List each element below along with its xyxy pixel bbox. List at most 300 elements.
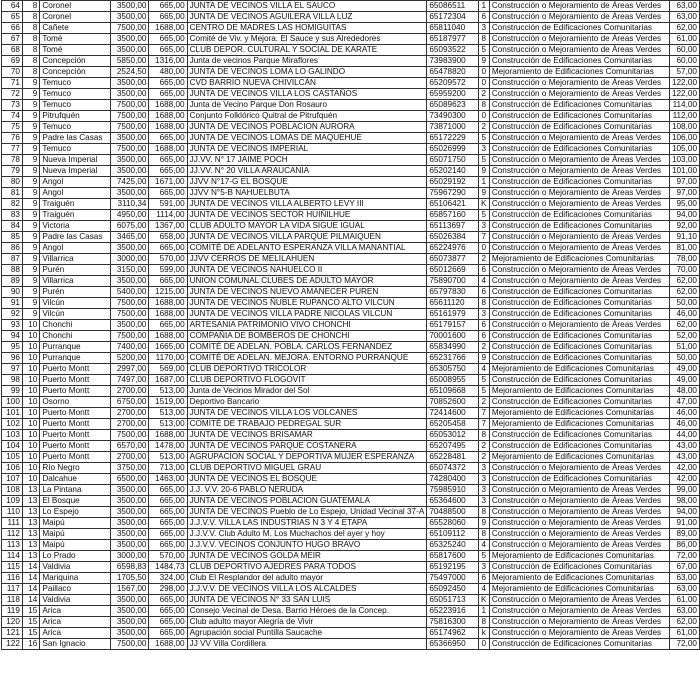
rut-check-digit-cell: 9	[478, 353, 489, 364]
amount-cell: 2700,00	[110, 408, 149, 419]
table-row	[2, 562, 700, 573]
score-cell: 122,00	[669, 89, 699, 100]
rut-cell: 65026999	[427, 144, 478, 155]
region-number-cell: 10	[22, 463, 39, 474]
region-number-cell: 16	[22, 639, 39, 650]
region-number-cell: 8	[22, 1, 39, 12]
score-cell: 103,00	[669, 155, 699, 166]
row-number-cell: 93	[2, 320, 23, 331]
row-number-cell: 119	[2, 606, 23, 617]
rut-cell: 65364600	[427, 496, 478, 507]
counterpart-amount-cell: 665,00	[149, 320, 187, 331]
organization-name-cell: JJVV N°5-B NAHUELBUTA	[187, 188, 427, 199]
table-row	[2, 408, 700, 419]
project-type-cell: Construcción de Edificaciones Comunitarias	[489, 639, 669, 650]
rut-cell: 75497000	[427, 573, 478, 584]
rut-check-digit-cell: 5	[478, 155, 489, 166]
score-cell: 43,00	[669, 441, 699, 452]
region-number-cell: 10	[22, 364, 39, 375]
project-type-cell: Construcción o Mejoramiento de Áreas Verdes	[489, 78, 669, 89]
project-type-cell: Construcción o Mejoramiento de Áreas Verdes	[489, 188, 669, 199]
region-number-cell: 8	[22, 56, 39, 67]
amount-cell: 2997,00	[110, 364, 149, 375]
project-type-cell: Construcción de Edificaciones Comunitarias	[489, 111, 669, 122]
counterpart-amount-cell: 713,00	[149, 463, 187, 474]
organization-name-cell: JUNTA DE VECINOS EL BOSQUE	[187, 474, 427, 485]
row-number-cell: 70	[2, 67, 23, 78]
project-type-cell: Construcción de Edificaciones Comunitarias	[489, 375, 669, 386]
commune-cell: Puerto Montt	[40, 452, 111, 463]
score-cell: 63,00	[669, 1, 699, 12]
score-cell: 92,00	[669, 221, 699, 232]
counterpart-amount-cell: 1478,00	[149, 441, 187, 452]
rut-check-digit-cell: 4	[478, 276, 489, 287]
table-row	[2, 419, 700, 430]
row-number-cell: 108	[2, 485, 23, 496]
rut-check-digit-cell: 6	[478, 287, 489, 298]
rut-check-digit-cell: 0	[478, 67, 489, 78]
project-type-cell: Construcción de Edificaciones Comunitarias	[489, 309, 669, 320]
rut-cell: 65074372	[427, 463, 478, 474]
organization-name-cell: JUNTA DE VECINOS N° 33 SAN LUIS	[187, 595, 427, 606]
project-type-cell: Mejoramiento de Edificaciones Comunitarias	[489, 364, 669, 375]
organization-name-cell: COMITÉ DE ADELANTO ESPERANZA VILLA MANANTIAL	[187, 243, 427, 254]
row-number-cell: 120	[2, 617, 23, 628]
row-number-cell: 104	[2, 441, 23, 452]
table-row	[2, 100, 700, 111]
score-cell: 46,00	[669, 419, 699, 430]
rut-check-digit-cell: 1	[478, 606, 489, 617]
commune-cell: Maipú	[40, 518, 111, 529]
score-cell: 101,00	[669, 166, 699, 177]
counterpart-amount-cell: 324,00	[149, 573, 187, 584]
amount-cell: 3500,00	[110, 166, 149, 177]
row-number-cell: 111	[2, 518, 23, 529]
counterpart-amount-cell: 591,00	[149, 199, 187, 210]
project-type-cell: Mejoramiento de Edificaciones Comunitarias	[489, 408, 669, 419]
organization-name-cell: JUNTA DE VECINOS VILLA LOS VOLCANES	[187, 408, 427, 419]
row-number-cell: 114	[2, 551, 23, 562]
amount-cell: 7500,00	[110, 298, 149, 309]
counterpart-amount-cell: 513,00	[149, 419, 187, 430]
project-type-cell: Construcción o Mejoramiento de Áreas Verdes	[489, 133, 669, 144]
amount-cell: 3500,00	[110, 89, 149, 100]
counterpart-amount-cell: 1688,00	[149, 331, 187, 342]
organization-name-cell: JUNTA DE VECINOS VILLA PARQUE PILMAIQUEN	[187, 232, 427, 243]
commune-cell: Lo Espejo	[40, 507, 111, 518]
amount-cell: 2524,50	[110, 67, 149, 78]
region-number-cell: 14	[22, 573, 39, 584]
table-row	[2, 1, 700, 12]
amount-cell: 3500,00	[110, 320, 149, 331]
commune-cell: Villarrica	[40, 254, 111, 265]
row-number-cell: 84	[2, 221, 23, 232]
commune-cell: Temuco	[40, 78, 111, 89]
score-cell: 86,00	[669, 540, 699, 551]
project-type-cell: Construcción de Edificaciones Comunitarias	[489, 397, 669, 408]
rut-check-digit-cell: 9	[478, 188, 489, 199]
amount-cell: 2700,00	[110, 386, 149, 397]
project-type-cell: Construcción o Mejoramiento de Áreas Verdes	[489, 276, 669, 287]
region-number-cell: 9	[22, 122, 39, 133]
region-number-cell: 9	[22, 199, 39, 210]
counterpart-amount-cell: 1688,00	[149, 639, 187, 650]
rut-cell: 73983900	[427, 56, 478, 67]
table-row	[2, 287, 700, 298]
table-row	[2, 276, 700, 287]
organization-name-cell: Junta de Vecinos Mirador del Sol	[187, 386, 427, 397]
amount-cell: 6500,00	[110, 474, 149, 485]
table-row	[2, 452, 700, 463]
counterpart-amount-cell: 513,00	[149, 386, 187, 397]
score-cell: 97,00	[669, 188, 699, 199]
amount-cell: 4950,00	[110, 210, 149, 221]
commune-cell: Arica	[40, 617, 111, 628]
commune-cell: Paillaco	[40, 584, 111, 595]
rut-cell: 65192195	[427, 562, 478, 573]
rut-check-digit-cell: 8	[478, 100, 489, 111]
row-number-cell: 121	[2, 628, 23, 639]
commune-cell: Traiguén	[40, 210, 111, 221]
commune-cell: Puerto Montt	[40, 430, 111, 441]
rut-check-digit-cell: 5	[478, 210, 489, 221]
rut-check-digit-cell: 0	[478, 78, 489, 89]
commune-cell: Vilcún	[40, 298, 111, 309]
commune-cell: Angol	[40, 188, 111, 199]
commune-cell: Puerto Montt	[40, 419, 111, 430]
table-row	[2, 111, 700, 122]
organization-name-cell: CLUB DEPORTIVO AJEDRES PARA TODOS	[187, 562, 427, 573]
rut-cell: 65109112	[427, 529, 478, 540]
row-number-cell: 117	[2, 584, 23, 595]
score-cell: 89,00	[669, 529, 699, 540]
table-row	[2, 551, 700, 562]
counterpart-amount-cell: 298,00	[149, 584, 187, 595]
amount-cell: 3500,00	[110, 628, 149, 639]
project-type-cell: Construcción o Mejoramiento de Áreas Verdes	[489, 463, 669, 474]
commune-cell: Maipú	[40, 529, 111, 540]
amount-cell: 7500,00	[110, 144, 149, 155]
commune-cell: Temuco	[40, 89, 111, 100]
row-number-cell: 74	[2, 111, 23, 122]
project-type-cell: Construcción de Edificaciones Comunitarias	[489, 221, 669, 232]
score-cell: 62,00	[669, 287, 699, 298]
counterpart-amount-cell: 665,00	[149, 1, 187, 12]
counterpart-amount-cell: 1316,00	[149, 56, 187, 67]
rut-check-digit-cell: 3	[478, 485, 489, 496]
score-cell: 72,00	[669, 639, 699, 650]
amount-cell: 7500,00	[110, 111, 149, 122]
project-type-cell: Construcción de Edificaciones Comunitarias	[489, 331, 669, 342]
table-row	[2, 485, 700, 496]
region-number-cell: 13	[22, 485, 39, 496]
score-cell: 49,00	[669, 375, 699, 386]
amount-cell: 7425,00	[110, 177, 149, 188]
rut-check-digit-cell: 1	[478, 1, 489, 12]
score-cell: 78,00	[669, 254, 699, 265]
rut-cell: 65797830	[427, 287, 478, 298]
organization-name-cell: J.J. V.V. 20-6 PABLO NERUDA	[187, 485, 427, 496]
amount-cell: 3500,00	[110, 34, 149, 45]
row-number-cell: 112	[2, 529, 23, 540]
project-type-cell: Construcción de Edificaciones Comunitarias	[489, 287, 669, 298]
project-type-cell: Construcción o Mejoramiento de Áreas Verdes	[489, 628, 669, 639]
organization-name-cell: Consejo Vecinal de Desa. Barrio Héroes de la Concep.	[187, 606, 427, 617]
amount-cell: 3500,00	[110, 12, 149, 23]
project-type-cell: Construcción o Mejoramiento de Áreas Verdes	[489, 166, 669, 177]
rut-cell: 72414600	[427, 408, 478, 419]
amount-cell: 3500,00	[110, 496, 149, 507]
rut-check-digit-cell: 2	[478, 122, 489, 133]
table-row	[2, 309, 700, 320]
commune-cell: Purén	[40, 287, 111, 298]
rut-cell: 65026384	[427, 232, 478, 243]
commune-cell: Temuco	[40, 100, 111, 111]
counterpart-amount-cell: 480,00	[149, 67, 187, 78]
rut-cell: 65305750	[427, 364, 478, 375]
rut-cell: 65172229	[427, 133, 478, 144]
score-cell: 112,00	[669, 111, 699, 122]
table-row	[2, 496, 700, 507]
organization-name-cell: JUNTA DE VECINOS GOLDA MEIR	[187, 551, 427, 562]
organization-name-cell: CLUB ADULTO MAYOR LA VIDA SIGUE IGUAL	[187, 221, 427, 232]
commune-cell: Villarrica	[40, 276, 111, 287]
table-row	[2, 155, 700, 166]
row-number-cell: 77	[2, 144, 23, 155]
organization-name-cell: UNION COMUNAL CLUBES DE ADULTO MAYOR	[187, 276, 427, 287]
commune-cell: Angol	[40, 243, 111, 254]
score-cell: 51,00	[669, 342, 699, 353]
organization-name-cell: JUNTA DE VECINOS AGUILERA VILLA LUZ	[187, 12, 427, 23]
organization-name-cell: Comité de Viv. y Mejora. El Sauce y sus Alrededores	[187, 34, 427, 45]
amount-cell: 5850,00	[110, 56, 149, 67]
row-number-cell: 96	[2, 353, 23, 364]
region-number-cell: 14	[22, 562, 39, 573]
project-type-cell: Mejoramiento de Edificaciones Comunitarias	[489, 573, 669, 584]
commune-cell: Valdivia	[40, 595, 111, 606]
row-number-cell: 99	[2, 386, 23, 397]
score-cell: 47,00	[669, 397, 699, 408]
amount-cell: 2700,00	[110, 452, 149, 463]
rut-check-digit-cell: 4	[478, 584, 489, 595]
commune-cell: Puerto Montt	[40, 441, 111, 452]
table-row	[2, 232, 700, 243]
project-type-cell: Mejoramiento de Edificaciones Comunitarias	[489, 452, 669, 463]
amount-cell: 3500,00	[110, 617, 149, 628]
row-number-cell: 69	[2, 56, 23, 67]
project-type-cell: Construcción de Edificaciones Comunitarias	[489, 353, 669, 364]
counterpart-amount-cell: 1519,00	[149, 397, 187, 408]
rut-cell: 65073877	[427, 254, 478, 265]
amount-cell: 3500,00	[110, 45, 149, 56]
rut-cell: 65834990	[427, 342, 478, 353]
row-number-cell: 113	[2, 540, 23, 551]
score-cell: 62,00	[669, 23, 699, 34]
project-type-cell: Mejoramiento de Edificaciones Comunitarias	[489, 67, 669, 78]
score-cell: 44,00	[669, 430, 699, 441]
score-cell: 105,00	[669, 144, 699, 155]
organization-name-cell: J.J.V.V. DE VECINOS VILLA LOS ALCALDES	[187, 584, 427, 595]
row-number-cell: 118	[2, 595, 23, 606]
organization-name-cell: JUNTA DE VECINOS PARQUE COSTANERA	[187, 441, 427, 452]
table-row	[2, 221, 700, 232]
region-number-cell: 13	[22, 529, 39, 540]
rut-check-digit-cell: 3	[478, 474, 489, 485]
amount-cell: 7500,00	[110, 309, 149, 320]
rut-cell: 65959200	[427, 89, 478, 100]
project-type-cell: Mejoramiento de Edificaciones Comunitarias	[489, 551, 669, 562]
project-type-cell: Construcción o Mejoramiento de Áreas Verdes	[489, 485, 669, 496]
row-number-cell: 110	[2, 507, 23, 518]
region-number-cell: 10	[22, 331, 39, 342]
organization-name-cell: COMITÉ DE ADELAN. MEJORA. ENTORNO PURRANQUE	[187, 353, 427, 364]
row-number-cell: 78	[2, 155, 23, 166]
table-row	[2, 397, 700, 408]
organization-name-cell: JUNTA DE VECINOS VILLA EL SAUCO	[187, 1, 427, 12]
score-cell: 106,00	[669, 133, 699, 144]
region-number-cell: 10	[22, 419, 39, 430]
counterpart-amount-cell: 1688,00	[149, 430, 187, 441]
rut-cell: 65086511	[427, 1, 478, 12]
amount-cell: 7500,00	[110, 122, 149, 133]
counterpart-amount-cell: 658,00	[149, 232, 187, 243]
row-number-cell: 105	[2, 452, 23, 463]
table-row	[2, 441, 700, 452]
score-cell: 49,00	[669, 364, 699, 375]
commune-cell: Padre las Casas	[40, 133, 111, 144]
table-row	[2, 243, 700, 254]
score-cell: 108,00	[669, 122, 699, 133]
rut-cell: 65092450	[427, 584, 478, 595]
region-number-cell: 9	[22, 78, 39, 89]
counterpart-amount-cell: 1367,00	[149, 221, 187, 232]
region-number-cell: 9	[22, 89, 39, 100]
counterpart-amount-cell: 1463,00	[149, 474, 187, 485]
table-row	[2, 67, 700, 78]
region-number-cell: 10	[22, 441, 39, 452]
counterpart-amount-cell: 1688,00	[149, 144, 187, 155]
organization-name-cell: COMITÉ DE ADELAN. POBLA. CARLOS FERNANDEZ	[187, 342, 427, 353]
rut-cell: 65051713	[427, 595, 478, 606]
region-number-cell: 10	[22, 386, 39, 397]
table-row	[2, 199, 700, 210]
score-cell: 94,00	[669, 210, 699, 221]
row-number-cell: 107	[2, 474, 23, 485]
rut-check-digit-cell: 3	[478, 23, 489, 34]
commune-cell: San Ignacio	[40, 639, 111, 650]
amount-cell: 3500,00	[110, 518, 149, 529]
table-row	[2, 331, 700, 342]
rut-check-digit-cell: 3	[478, 309, 489, 320]
amount-cell: 3465,00	[110, 232, 149, 243]
rut-cell: 65811040	[427, 23, 478, 34]
organization-name-cell: CENTRO DE MADRES LAS HOMIGUITAS	[187, 23, 427, 34]
counterpart-amount-cell: 665,00	[149, 166, 187, 177]
commune-cell: Chonchi	[40, 320, 111, 331]
project-type-cell: Construcción de Edificaciones Comunitarias	[489, 441, 669, 452]
amount-cell: 2700,00	[110, 419, 149, 430]
counterpart-amount-cell: 665,00	[149, 540, 187, 551]
organization-name-cell: CLUB DEPORTIVO FLOGOVIT	[187, 375, 427, 386]
region-number-cell: 9	[22, 265, 39, 276]
region-number-cell: 9	[22, 232, 39, 243]
region-number-cell: 9	[22, 276, 39, 287]
score-cell: 97,00	[669, 177, 699, 188]
organization-name-cell: JJVV CERROS DE MELILAHUEN	[187, 254, 427, 265]
row-number-cell: 75	[2, 122, 23, 133]
row-number-cell: 73	[2, 100, 23, 111]
region-number-cell: 8	[22, 45, 39, 56]
rut-check-digit-cell: 5	[478, 375, 489, 386]
table-row	[2, 353, 700, 364]
rut-check-digit-cell: 0	[478, 111, 489, 122]
rut-check-digit-cell: 2	[478, 342, 489, 353]
commune-cell: Purranque	[40, 342, 111, 353]
table-row	[2, 628, 700, 639]
amount-cell: 6750,00	[110, 397, 149, 408]
project-type-cell: Construcción o Mejoramiento de Áreas Verdes	[489, 232, 669, 243]
rut-check-digit-cell: 8	[478, 34, 489, 45]
organization-name-cell: Conjunto Folklórico Quitral de Pitrufquén	[187, 111, 427, 122]
table-row	[2, 122, 700, 133]
commune-cell: Puerto Montt	[40, 364, 111, 375]
commune-cell: Temuco	[40, 122, 111, 133]
project-type-cell: Construcción o Mejoramiento de Áreas Verdes	[489, 34, 669, 45]
rut-cell: 70001600	[427, 331, 478, 342]
rut-check-digit-cell: 0	[478, 243, 489, 254]
project-type-cell: Construcción o Mejoramiento de Áreas Verdes	[489, 320, 669, 331]
counterpart-amount-cell: 1484,73	[149, 562, 187, 573]
table-row	[2, 133, 700, 144]
rut-cell: 65071750	[427, 155, 478, 166]
rut-check-digit-cell: 4	[478, 364, 489, 375]
counterpart-amount-cell: 1688,00	[149, 122, 187, 133]
amount-cell: 6075,00	[110, 221, 149, 232]
score-cell: 63,00	[669, 606, 699, 617]
amount-cell: 3500,00	[110, 595, 149, 606]
project-type-cell: Construcción de Edificaciones Comunitarias	[489, 23, 669, 34]
rut-cell: 65179157	[427, 320, 478, 331]
counterpart-amount-cell: 1688,00	[149, 298, 187, 309]
commune-cell: Cañete	[40, 23, 111, 34]
region-number-cell: 9	[22, 298, 39, 309]
rut-cell: 65172304	[427, 12, 478, 23]
row-number-cell: 115	[2, 562, 23, 573]
organization-name-cell: JUNTA DE VECINOS VILLA LOS CASTAÑOS	[187, 89, 427, 100]
rut-cell: 75985910	[427, 485, 478, 496]
score-cell: 61,00	[669, 628, 699, 639]
row-number-cell: 85	[2, 232, 23, 243]
amount-cell: 1567,00	[110, 584, 149, 595]
counterpart-amount-cell: 665,00	[149, 485, 187, 496]
commune-cell: Río Negro	[40, 463, 111, 474]
region-number-cell: 15	[22, 606, 39, 617]
organization-name-cell: JUNTA DE VECINOS BRISAMAR	[187, 430, 427, 441]
rut-check-digit-cell: K	[478, 199, 489, 210]
region-number-cell: 13	[22, 518, 39, 529]
amount-cell: 1705,50	[110, 573, 149, 584]
commune-cell: Tomé	[40, 34, 111, 45]
organization-name-cell: J.J.V.V. VECINOS CONJUNTO HUGO BRAVO	[187, 540, 427, 551]
row-number-cell: 109	[2, 496, 23, 507]
region-number-cell: 13	[22, 496, 39, 507]
rut-check-digit-cell: 2	[478, 89, 489, 100]
amount-cell: 3110,34	[110, 199, 149, 210]
table-row	[2, 320, 700, 331]
rut-check-digit-cell: 3	[478, 221, 489, 232]
region-number-cell: 8	[22, 34, 39, 45]
project-type-cell: Construcción o Mejoramiento de Áreas Verdes	[489, 12, 669, 23]
